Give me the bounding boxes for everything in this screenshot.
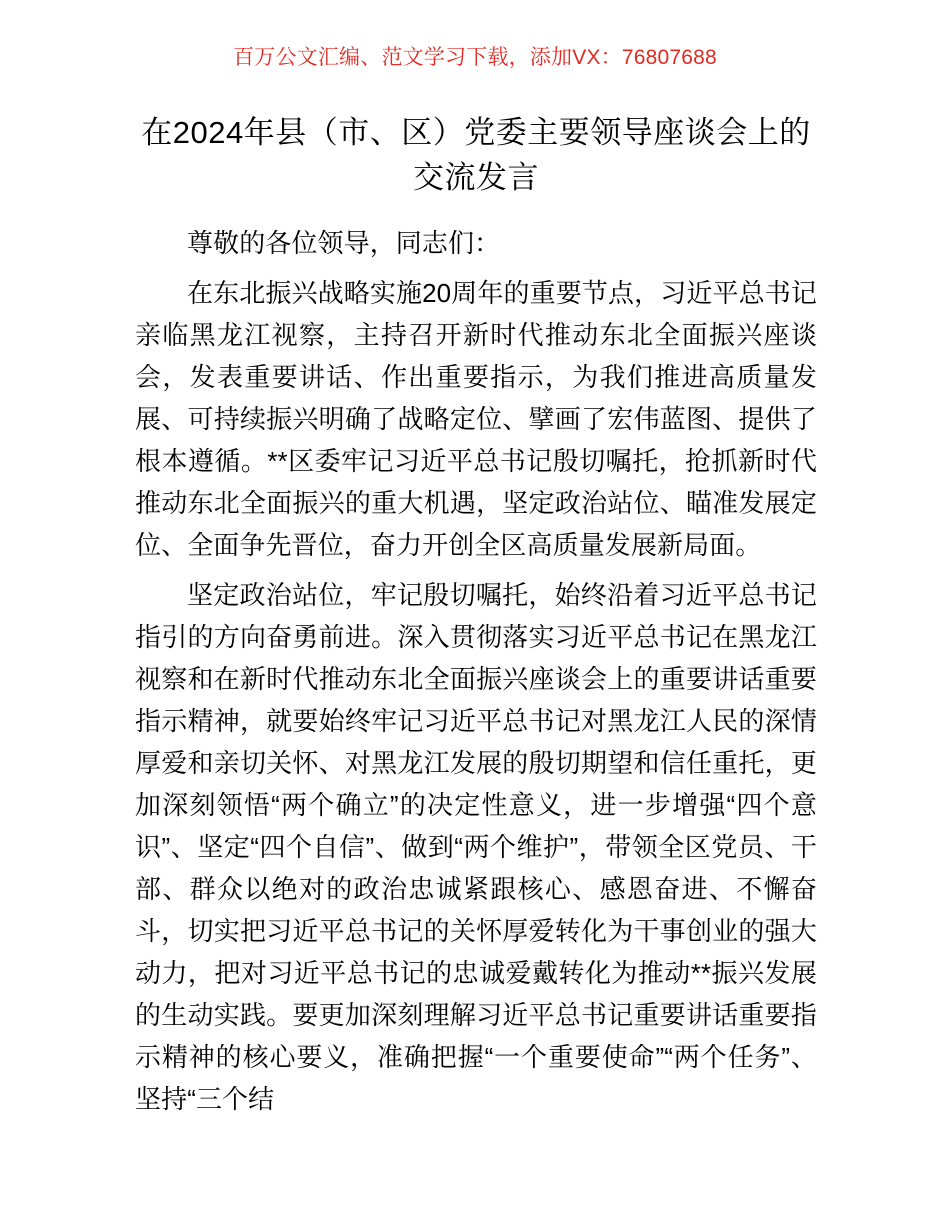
document-body <box>135 110 817 1120</box>
body-paragraph-2: 坚定政治站位，牢记殷切嘱托，始终沿着习近平总书记指引的方向奋勇前进。深入贯彻落实习近平总书记在黑龙江视察和在新时代推动东北全面振兴座谈会上的重要讲话重要指示精神，就要始终牢记习近平总书记对黑龙江人民的深情厚爱和亲切关怀、对黑龙江发展的殷切期望和信任重托，更加深刻领悟“两个确立”的决定性意义，进一步增强“四个意识”、坚定“四个自信”、做到“两个维护”，带领全区党员、干部、群众以绝对的政治忠诚紧跟核心、感恩奋进、不懈奋斗，切实把习近平总书记的关怀厚爱转化为干事创业的强大动力，把对习近平总书记的忠诚爱戴转化为推动**振兴发展的生动实践。要更加深刻理解习近平总书记重要讲话重要指示精神的核心要义，准确把握“一个重要使命”“两个任务”、坚持“三个结 <box>135 580 817 1114</box>
body-paragraph-1: 在东北振兴战略实施20周年的重要节点，习近平总书记亲临黑龙江视察，主持召开新时代推动东北全面振兴座谈会，发表重要讲话、作出重要指示，为我们推进高质量发展、可持续振兴明确了战略定位、擘画了宏伟蓝图、提供了根本遵循。**区委牢记习近平总书记殷切嘱托，抢抓新时代推动东北全面振兴的重大机遇，坚定政治站位、瞄准发展定位、全面争先晋位，奋力开创全区高质量发展新局面。 <box>135 278 817 560</box>
document-title: 在2024年县（市、区）党委主要领导座谈会上的交流发言 <box>141 115 811 195</box>
promo-header-text: 百万公文汇编、范文学习下载，添加VX：76807688 <box>233 46 717 69</box>
document-salutation: 尊敬的各位领导，同志们： <box>187 228 501 258</box>
